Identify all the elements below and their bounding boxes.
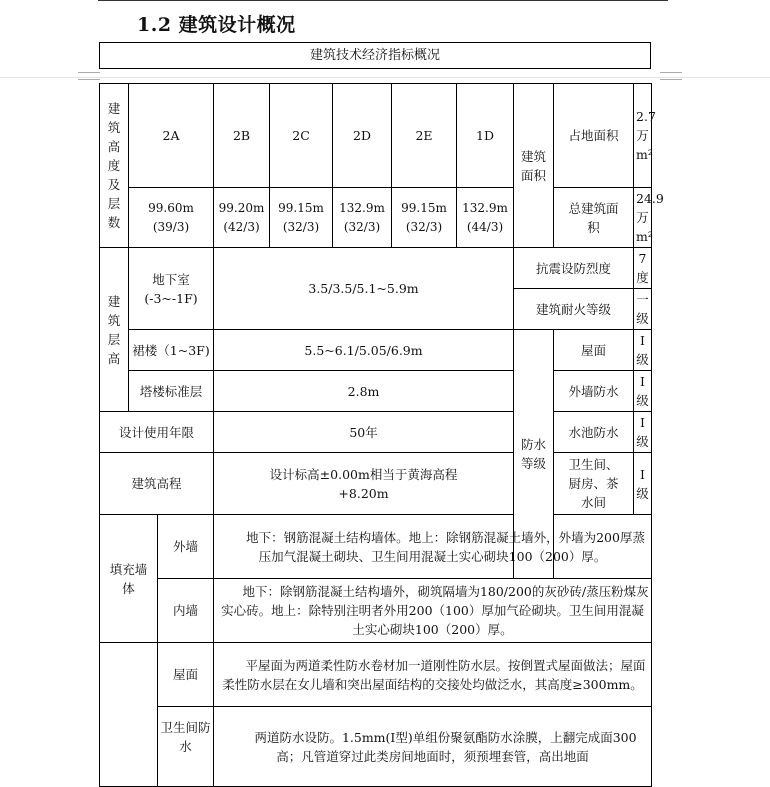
page-corner-mark-right [660, 72, 682, 80]
page-break-line [0, 77, 770, 78]
seismic-value: 7度 [634, 248, 652, 289]
height-2E [392, 188, 457, 248]
infill-interior-text-content: 地下：除钢筋混凝土结构墙外，砌筑隔墙为180/200的灰砂砖/蒸压粉煤灰实心砖。地上：除特别注明者外用200（100）厚加气砼砌块。卫生间用混凝土实心砌块100（200）厚。 [221, 584, 649, 637]
infill-exterior-text [214, 515, 652, 579]
waterproof-toilet-label-text: 卫生间、 厨房、茶 水间 [568, 457, 619, 510]
waterproof-label-text: 防水 等级 [521, 437, 547, 471]
height-2B-value: 99.20m [218, 200, 265, 215]
table-row [100, 453, 652, 515]
infill-exterior-text-content: 地下：钢筋混凝土结构墙体。地上：除钢筋混凝土墙外，外墙为200厚蒸压加气混凝土砌块、卫生间用混凝土实心砌块100（200）厚。 [246, 529, 645, 564]
table-row [100, 707, 652, 787]
spec-table [99, 83, 664, 787]
basement-label [129, 248, 214, 330]
waterproofing-section-label [100, 643, 158, 787]
floors-2B-value: (42/3) [223, 219, 260, 234]
building-2C: 2C [270, 84, 333, 188]
waterproof-toilet-label [554, 453, 634, 515]
podium-label: 裙楼（1~3F) [129, 330, 214, 371]
infill-label-text: 填充墙 体 [109, 561, 148, 596]
waterproof-roof-label: 屋面 [554, 330, 634, 371]
waterproof-exterior-label: 外墙防水 [554, 371, 634, 412]
fire-label: 建筑耐火等级 [514, 289, 634, 330]
basement-label-text: 地下室 (-3~-1F) [144, 271, 198, 306]
waterproofing-toilet-text [214, 707, 652, 787]
height-2A-value: 99.60m [148, 200, 194, 215]
height-2E-value: 99.15m [401, 200, 447, 215]
total-area-label [554, 188, 634, 248]
floors-2A-value: (39/3) [152, 219, 190, 234]
waterproofing-toilet-label: 卫生间防水 [158, 707, 214, 787]
podium-value: 5.5~6.1/5.05/6.9m [214, 330, 514, 371]
height-floors-label [100, 84, 129, 248]
land-area-value [634, 84, 656, 188]
table-row [100, 515, 652, 579]
waterproof-exterior-value: I级 [634, 371, 652, 412]
land-area-label: 占地面积 [554, 84, 634, 188]
height-2C [270, 188, 333, 248]
basement-value: 3.5/3.5/5.1~5.9m [214, 248, 514, 330]
table-row [100, 248, 652, 289]
table-row [100, 84, 652, 188]
tower-value: 2.8m [214, 371, 514, 412]
height-floors-label-text: 建 筑 高 度 及 层 数 [107, 101, 121, 230]
service-life-value: 50年 [214, 412, 514, 453]
table-row [100, 643, 652, 707]
floors-2E-value: (32/3) [405, 219, 443, 234]
elevation-label: 建筑高程 [100, 453, 214, 515]
table-row [100, 330, 652, 371]
height-2C-value: 99.15m [278, 200, 324, 215]
building-2E: 2E [392, 84, 457, 188]
height-2D-value: 132.9m [339, 200, 385, 215]
building-2D: 2D [333, 84, 392, 188]
infill-exterior-label: 外墙 [158, 515, 214, 579]
area-label-text: 建筑 面积 [521, 148, 547, 183]
building-2B: 2B [214, 84, 270, 188]
height-2A [129, 188, 214, 248]
total-area-value-text: 24.9 万m² [636, 191, 664, 244]
table-row [100, 188, 652, 248]
floors-2C-value: (32/3) [282, 219, 320, 234]
table-row [100, 371, 652, 412]
table-row [100, 579, 652, 643]
waterproof-roof-value: I级 [634, 330, 652, 371]
fire-value: 一级 [634, 289, 652, 330]
waterproof-pool-value: I级 [634, 412, 652, 453]
waterproof-toilet-value: I级 [634, 453, 652, 515]
waterproofing-roof-text-content: 平屋面为两道柔性防水卷材加一道刚性防水层。按倒置式屋面做法；屋面柔性防水层在女儿墙和突出屋面结构的交接处均做泛水，其高度≥300mm。 [222, 657, 646, 692]
infill-interior-label: 内墙 [158, 579, 214, 643]
floor-height-label [100, 248, 129, 412]
elevation-value-text: 设计标高±0.00m相当于黄海高程 +8.20m [269, 466, 458, 501]
service-life-label: 设计使用年限 [100, 412, 214, 453]
elevation-value [214, 453, 514, 515]
infill-interior-text [214, 579, 652, 643]
total-area-label-text: 总建筑面 积 [568, 200, 619, 235]
floor-height-label-text: 建 筑 层 高 [107, 293, 121, 366]
waterproofing-toilet-text-content: 两道防水设防。1.5mm(Ⅰ型)单组份聚氨酯防水涂膜，上翻完成面300高；凡管道穿过此类房间地面时，须预埋套管，高出地面 [254, 729, 637, 764]
floors-1D-value: (44/3) [466, 219, 504, 234]
building-1D: 1D [457, 84, 514, 188]
height-1D-value: 132.9m [462, 200, 508, 215]
seismic-label: 抗震设防烈度 [514, 248, 634, 289]
table-row [100, 412, 652, 453]
land-area-value-text: 2.7 万m² [636, 109, 656, 162]
height-2B [214, 188, 270, 248]
waterproofing-roof-label: 屋面 [158, 643, 214, 707]
total-area-value [634, 188, 664, 248]
building-2A: 2A [129, 84, 214, 188]
height-1D [457, 188, 514, 248]
area-label [514, 84, 554, 248]
page-corner-mark-left [78, 72, 100, 80]
page-top-rule [98, 0, 668, 1]
infill-label [100, 515, 158, 643]
waterproof-pool-label: 水池防水 [554, 412, 634, 453]
waterproofing-roof-text [214, 643, 652, 707]
height-2D [333, 188, 392, 248]
section-title: 1.2 建筑设计概况 [137, 14, 296, 36]
table-title: 建筑技术经济指标概况 [99, 42, 651, 69]
tower-label: 塔楼标准层 [129, 371, 214, 412]
floors-2D-value: (32/3) [343, 219, 381, 234]
